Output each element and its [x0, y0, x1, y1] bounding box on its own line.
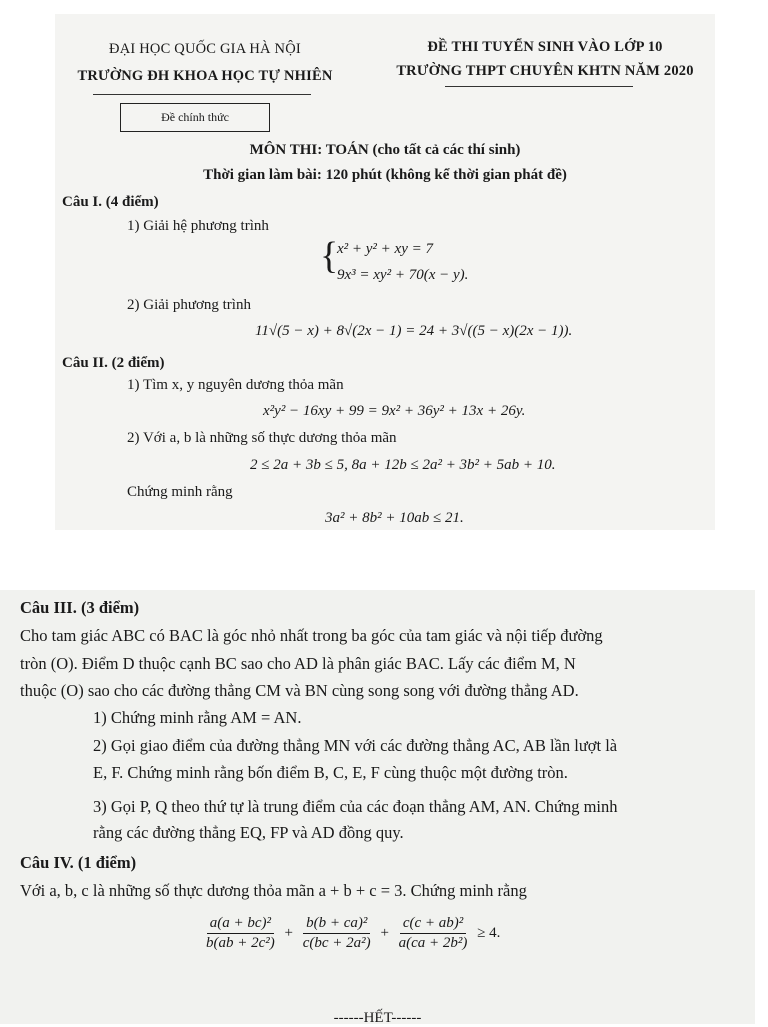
- plus-sign: +: [284, 924, 293, 941]
- q2-title: Câu II. (2 điểm): [62, 355, 165, 371]
- q4-intro: Với a, b, c là những số thực dương thỏa mãn a + b + c = 3. Chứng minh rằng: [20, 881, 527, 900]
- q2-part1-label: 1) Tìm x, y nguyên dương thỏa mãn: [127, 377, 344, 393]
- q3-intro-line1: Cho tam giác ABC có BAC là góc nhỏ nhất trong ba góc của tam giác và nội tiếp đường: [20, 626, 603, 645]
- q1-part2-label: 2) Giải phương trình: [127, 297, 251, 313]
- q4-title: Câu IV. (1 điểm): [20, 853, 137, 872]
- official-exam-box: [120, 103, 270, 132]
- q1-part2-equation: 11√(5 − x) + 8√(2x − 1) = 24 + 3√((5 − x)(2x − 1)).: [255, 323, 573, 339]
- university-name: ĐẠI HỌC QUỐC GIA HÀ NỘI: [109, 41, 301, 57]
- q2-part2-result: 3a² + 8b² + 10ab ≤ 21.: [325, 510, 464, 526]
- q3-part3-line1: 3) Gọi P, Q theo thứ tự là trung điểm của các đoạn thẳng AM, AN. Chứng minh: [93, 797, 618, 816]
- exam-title: ĐỀ THI TUYỂN SINH VÀO LỚP 10: [427, 39, 663, 55]
- exam-subject: MÔN THI: TOÁN (cho tất cả các thí sinh): [249, 142, 521, 158]
- official-label: Đề chính thức: [161, 110, 229, 124]
- q3-intro-line2: tròn (O). Điểm D thuộc cạnh BC sao cho AD là phân giác BAC. Lấy các điểm M, N: [20, 654, 576, 673]
- system-brace: {: [320, 235, 339, 277]
- q4-inequality: [200, 915, 500, 952]
- plus-sign: +: [380, 924, 389, 941]
- q4-term3: $\frac{\text{c(c + ab)²}}{\text{a(ca + 2b²)}}$: [398, 915, 468, 951]
- header-underline-right: [445, 86, 633, 87]
- q3-part3-line2: rằng các đường thẳng EQ, FP và AD đồng quy.: [93, 823, 404, 842]
- exam-duration: Thời gian làm bài: 120 phút (không kể thời gian phát đề): [203, 167, 567, 183]
- faculty-name: TRƯỜNG ĐH KHOA HỌC TỰ NHIÊN: [77, 68, 333, 84]
- q2-part1-equation: x²y² − 16xy + 99 = 9x² + 36y² + 13x + 26y.: [263, 403, 526, 419]
- school-year: TRƯỜNG THPT CHUYÊN KHTN NĂM 2020: [396, 63, 694, 79]
- end-marker: ------HẾT------: [333, 1010, 422, 1026]
- header-underline-left: [93, 94, 311, 95]
- q4-rhs: ≥ 4.: [477, 925, 501, 941]
- q3-part2-line2: E, F. Chứng minh rằng bốn điểm B, C, E, F cùng thuộc một đường tròn.: [93, 763, 568, 782]
- q4-term1: $\frac{\text{a(a + bc)²}}{\text{b(ab + 2c²)}}$: [206, 915, 275, 951]
- exam-page-bottom: [0, 590, 755, 1024]
- q1-system-eq1: x² + y² + xy = 7: [337, 241, 433, 257]
- q4-term2: $\frac{\text{b(b + ca)²}}{\text{c(bc + 2a²)}}$: [302, 915, 371, 951]
- q3-intro-line3: thuộc (O) sao cho các đường thẳng CM và BN cùng song song với đường thẳng AD.: [20, 681, 579, 700]
- q1-title: Câu I. (4 điểm): [62, 194, 159, 210]
- q3-title: Câu III. (3 điểm): [20, 598, 140, 617]
- q2-part2-conditions: 2 ≤ 2a + 3b ≤ 5, 8a + 12b ≤ 2a² + 3b² + 5ab + 10.: [250, 457, 556, 473]
- q3-part1: 1) Chứng minh rằng AM = AN.: [93, 708, 302, 727]
- exam-page-top: [55, 14, 715, 530]
- q3-part2-line1: 2) Gọi giao điểm của đường thẳng MN với các đường thẳng AC, AB lần lượt là: [93, 736, 618, 755]
- q2-prove-label: Chứng minh rằng: [127, 484, 233, 500]
- q1-part1-label: 1) Giải hệ phương trình: [127, 218, 269, 234]
- q1-system-eq2: 9x³ = xy² + 70(x − y).: [337, 267, 469, 283]
- q2-part2-label: 2) Với a, b là những số thực dương thỏa mãn: [127, 430, 397, 446]
